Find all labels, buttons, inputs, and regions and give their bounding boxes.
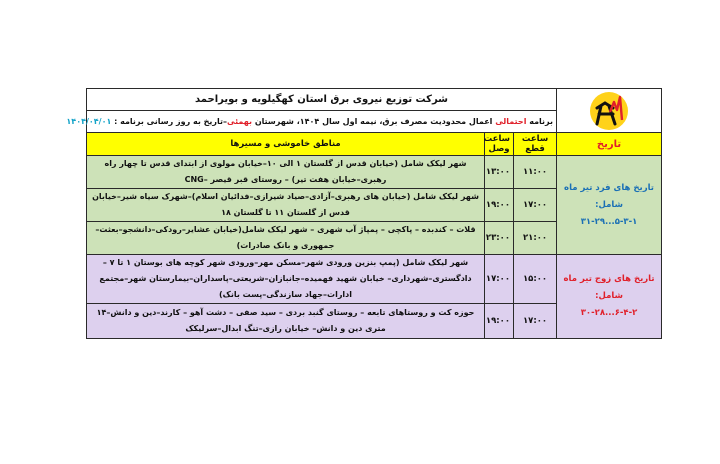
connect-time: ۲۳:۰۰ — [485, 222, 514, 255]
even-dates-cell — [557, 255, 662, 339]
blackout-areas: شهر لیکک شامل (خیابان های رهبری–آزادی–صیاد شیرازی–فدائیان اسلام)–شهرک سیاه شیر–خیابان قدس از گلستان ۱۱ تا گلستان ۱۸ — [87, 189, 485, 222]
cut-time: ۲۱:۰۰ — [514, 222, 557, 255]
blackout-schedule-sheet — [66, 88, 661, 333]
blackout-areas: قلات – کندبده – پاکچی – پمپاژ آب شهری – شهر لیکک شامل(خیابان عشایر–رودکی–دانشجو–بعثت–جمهوری و بانک صادرات) — [87, 222, 485, 255]
connect-time: ۱۹:۰۰ — [485, 304, 514, 339]
blackout-areas: شهر لیکک شامل (خیابان قدس از گلستان ۱ الی ۱۰–خیابان مولوی از ابتدای قدس تا چهار راه رهبری–خیابان هفت تیر) – روستای قبر قیصر –CNG — [87, 156, 485, 189]
connect-time: ۱۷:۰۰ — [485, 255, 514, 304]
subtitle-probable-highlight: احتمالی — [495, 117, 527, 126]
even-dates-label: تاریخ های زوج تیر ماه شامل: — [563, 274, 655, 301]
power-company-logo-icon — [588, 90, 630, 132]
schedule-subtitle — [66, 111, 557, 133]
column-header-cut-time: ساعت قطع — [514, 133, 557, 156]
cut-time: ۱۵:۰۰ — [514, 255, 557, 304]
subtitle-text: برنامه — [526, 117, 554, 126]
odd-dates-values: ۵-۳-۱...۳۱-۲۹ — [580, 216, 638, 227]
blackout-areas: شهر لیکک شامل (پمپ بنزین ورودی شهر–مسکن مهر–ورودی شهر کوچه های بوستان ۱ تا ۷ –دادگستری–شهرداری– خیابان شهید فهمیده–جانبازان–شریعتی–پاسداران–بیمارستان شهر–مجتمع ادارات–جهاد سازندگی–پست بانک) — [87, 255, 485, 304]
column-header-date: تاریخ — [557, 133, 662, 156]
connect-time: ۱۳:۰۰ — [485, 156, 514, 189]
blackout-areas: حوزه کت و روستاهای تابعه – روستای گنبد بردی – سید صفی – دشت آهو – کارند–دین و دانش–۱۴ متری دین و دانش– خیابان رازی–تنگ ابدال–سرلیکک — [87, 304, 485, 339]
cut-time: ۱۱:۰۰ — [514, 156, 557, 189]
subtitle-text: اعمال محدودیت مصرف برق، نیمه اول سال ۱۴۰۴، شهرستان — [252, 117, 496, 126]
odd-dates-label: تاریخ های فرد تیر ماه شامل: — [564, 182, 654, 210]
subtitle-city-highlight: بهمئی — [227, 117, 253, 126]
company-title: شرکت توزیع نیروی برق استان کهگیلویه و بویراحمد — [87, 89, 557, 111]
column-header-areas: مناطق خاموشی و مسیرها — [87, 133, 485, 156]
table-row — [87, 156, 662, 189]
subtitle-text: –تاریخ به روز رسانی برنامه : — [111, 117, 228, 126]
logo-cell — [557, 89, 662, 133]
cut-time: ۱۷:۰۰ — [514, 189, 557, 222]
schedule-table — [66, 88, 662, 339]
odd-dates-cell — [557, 156, 662, 255]
table-row — [87, 255, 662, 304]
connect-time: ۱۹:۰۰ — [485, 189, 514, 222]
update-date: ۱۴۰۴/۰۴/۰۱ — [66, 117, 112, 126]
cut-time: ۱۷:۰۰ — [514, 304, 557, 339]
column-header-connect-time: ساعت وصل — [485, 133, 514, 156]
even-dates-values: ۶-۴-۲...۳۰-۲۸ — [580, 308, 638, 318]
